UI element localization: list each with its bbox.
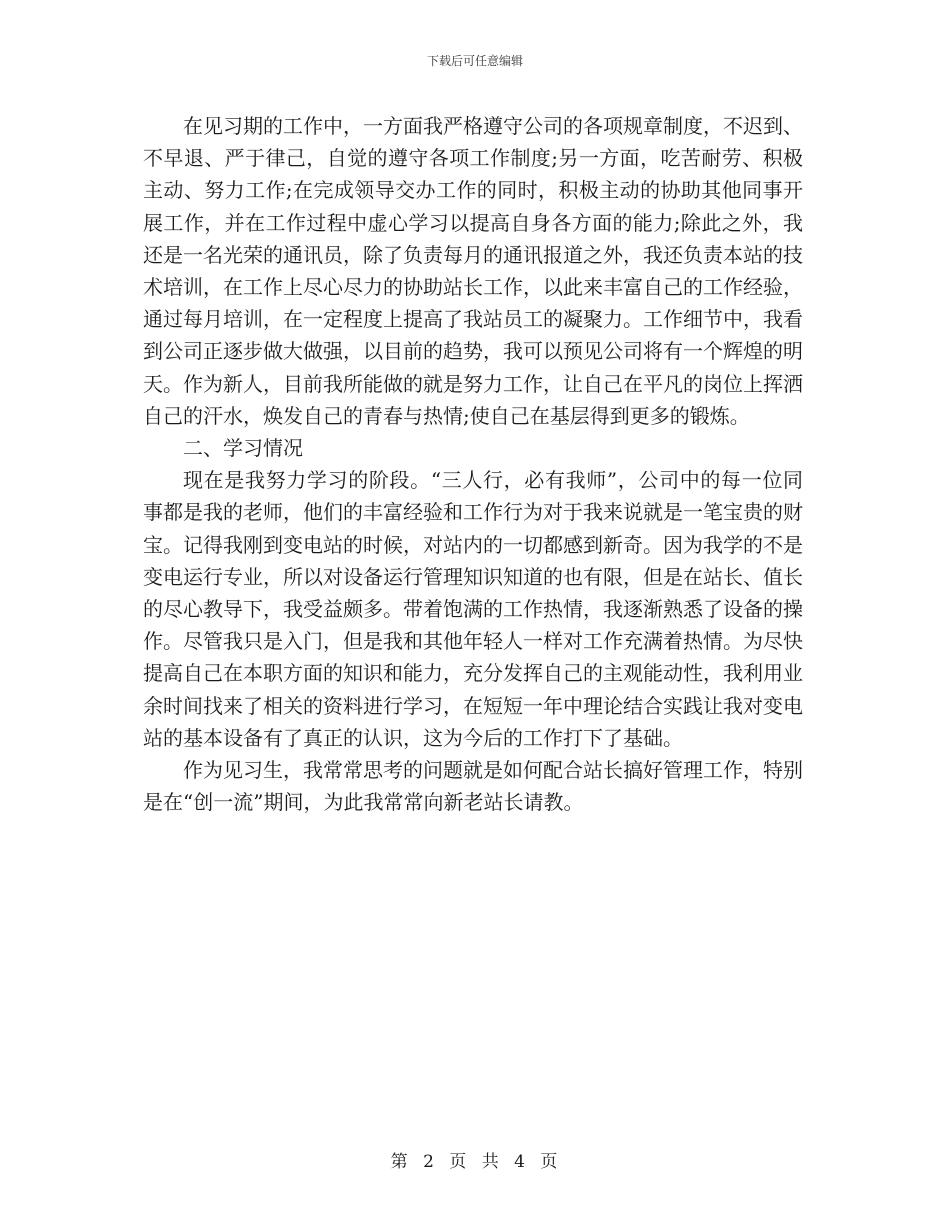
page-number-footer: 第 2 页 共 4 页 <box>390 1152 560 1172</box>
download-editable-note: 下载后可任意编辑 <box>426 54 523 68</box>
paragraph-work-performance: 在见习期的工作中，一方面我严格遵守公司的各项规章制度，不迟到、不早退、严于律己，自觉的遵守各项工作制度;另一方面，吃苦耐劳、积极主动、努力工作;在完成领导交办工作的同时，积极主动的协助其他同事开展工作，并在工作过程中虚心学习以提高自身各方面的能力;除此之外，我还是一名光荣的通讯员，除了负责每月的通讯报道之外，我还负责本站的技术培训，在工作上尽心尽力的协助站长工作，以此来丰富自己的工作经验，通过每月培训，在一定程度上提高了我站员工的凝聚力。工作细节中，我看到公司正逐步做大做强，以目前的趋势，我可以预见公司将有一个辉煌的明天。作为新人，目前我所能做的就是努力工作，让自己在平凡的岗位上挥洒自己的汗水，焕发自己的青春与热情;使自己在基层得到更多的锻炼。 <box>143 114 803 428</box>
section-heading-study: 二、学习情况 <box>183 436 303 461</box>
paragraph-study-situation: 现在是我努力学习的阶段。“三人行，必有我师”，公司中的每一位同事都是我的老师，他们的丰富经验和工作行为对于我来说就是一笔宝贵的财宝。记得我刚到变电站的时候，对站内的一切都感到新奇。因为我学的不是变电运行专业，所以对设备运行管理知识知道的也有限，但是在站长、值长的尽心教导下，我受益颇多。带着饱满的工作热情，我逐渐熟悉了设备的操作。尽管我只是入门，但是我和其他年轻人一样对工作充满着热情。为尽快提高自己在本职方面的知识和能力，充分发挥自己的主观能动性，我利用业余时间找来了相关的资料进行学习，在短短一年中理论结合实践让我对变电站的基本设备有了真正的认识，这为今后的工作打下了基础。 <box>143 468 803 750</box>
document-body <box>143 110 803 818</box>
paragraph-management-thoughts: 作为见习生，我常常思考的问题就是如何配合站长搞好管理工作，特别是在“创一流”期间，为此我常常向新老站长请教。 <box>143 758 803 815</box>
